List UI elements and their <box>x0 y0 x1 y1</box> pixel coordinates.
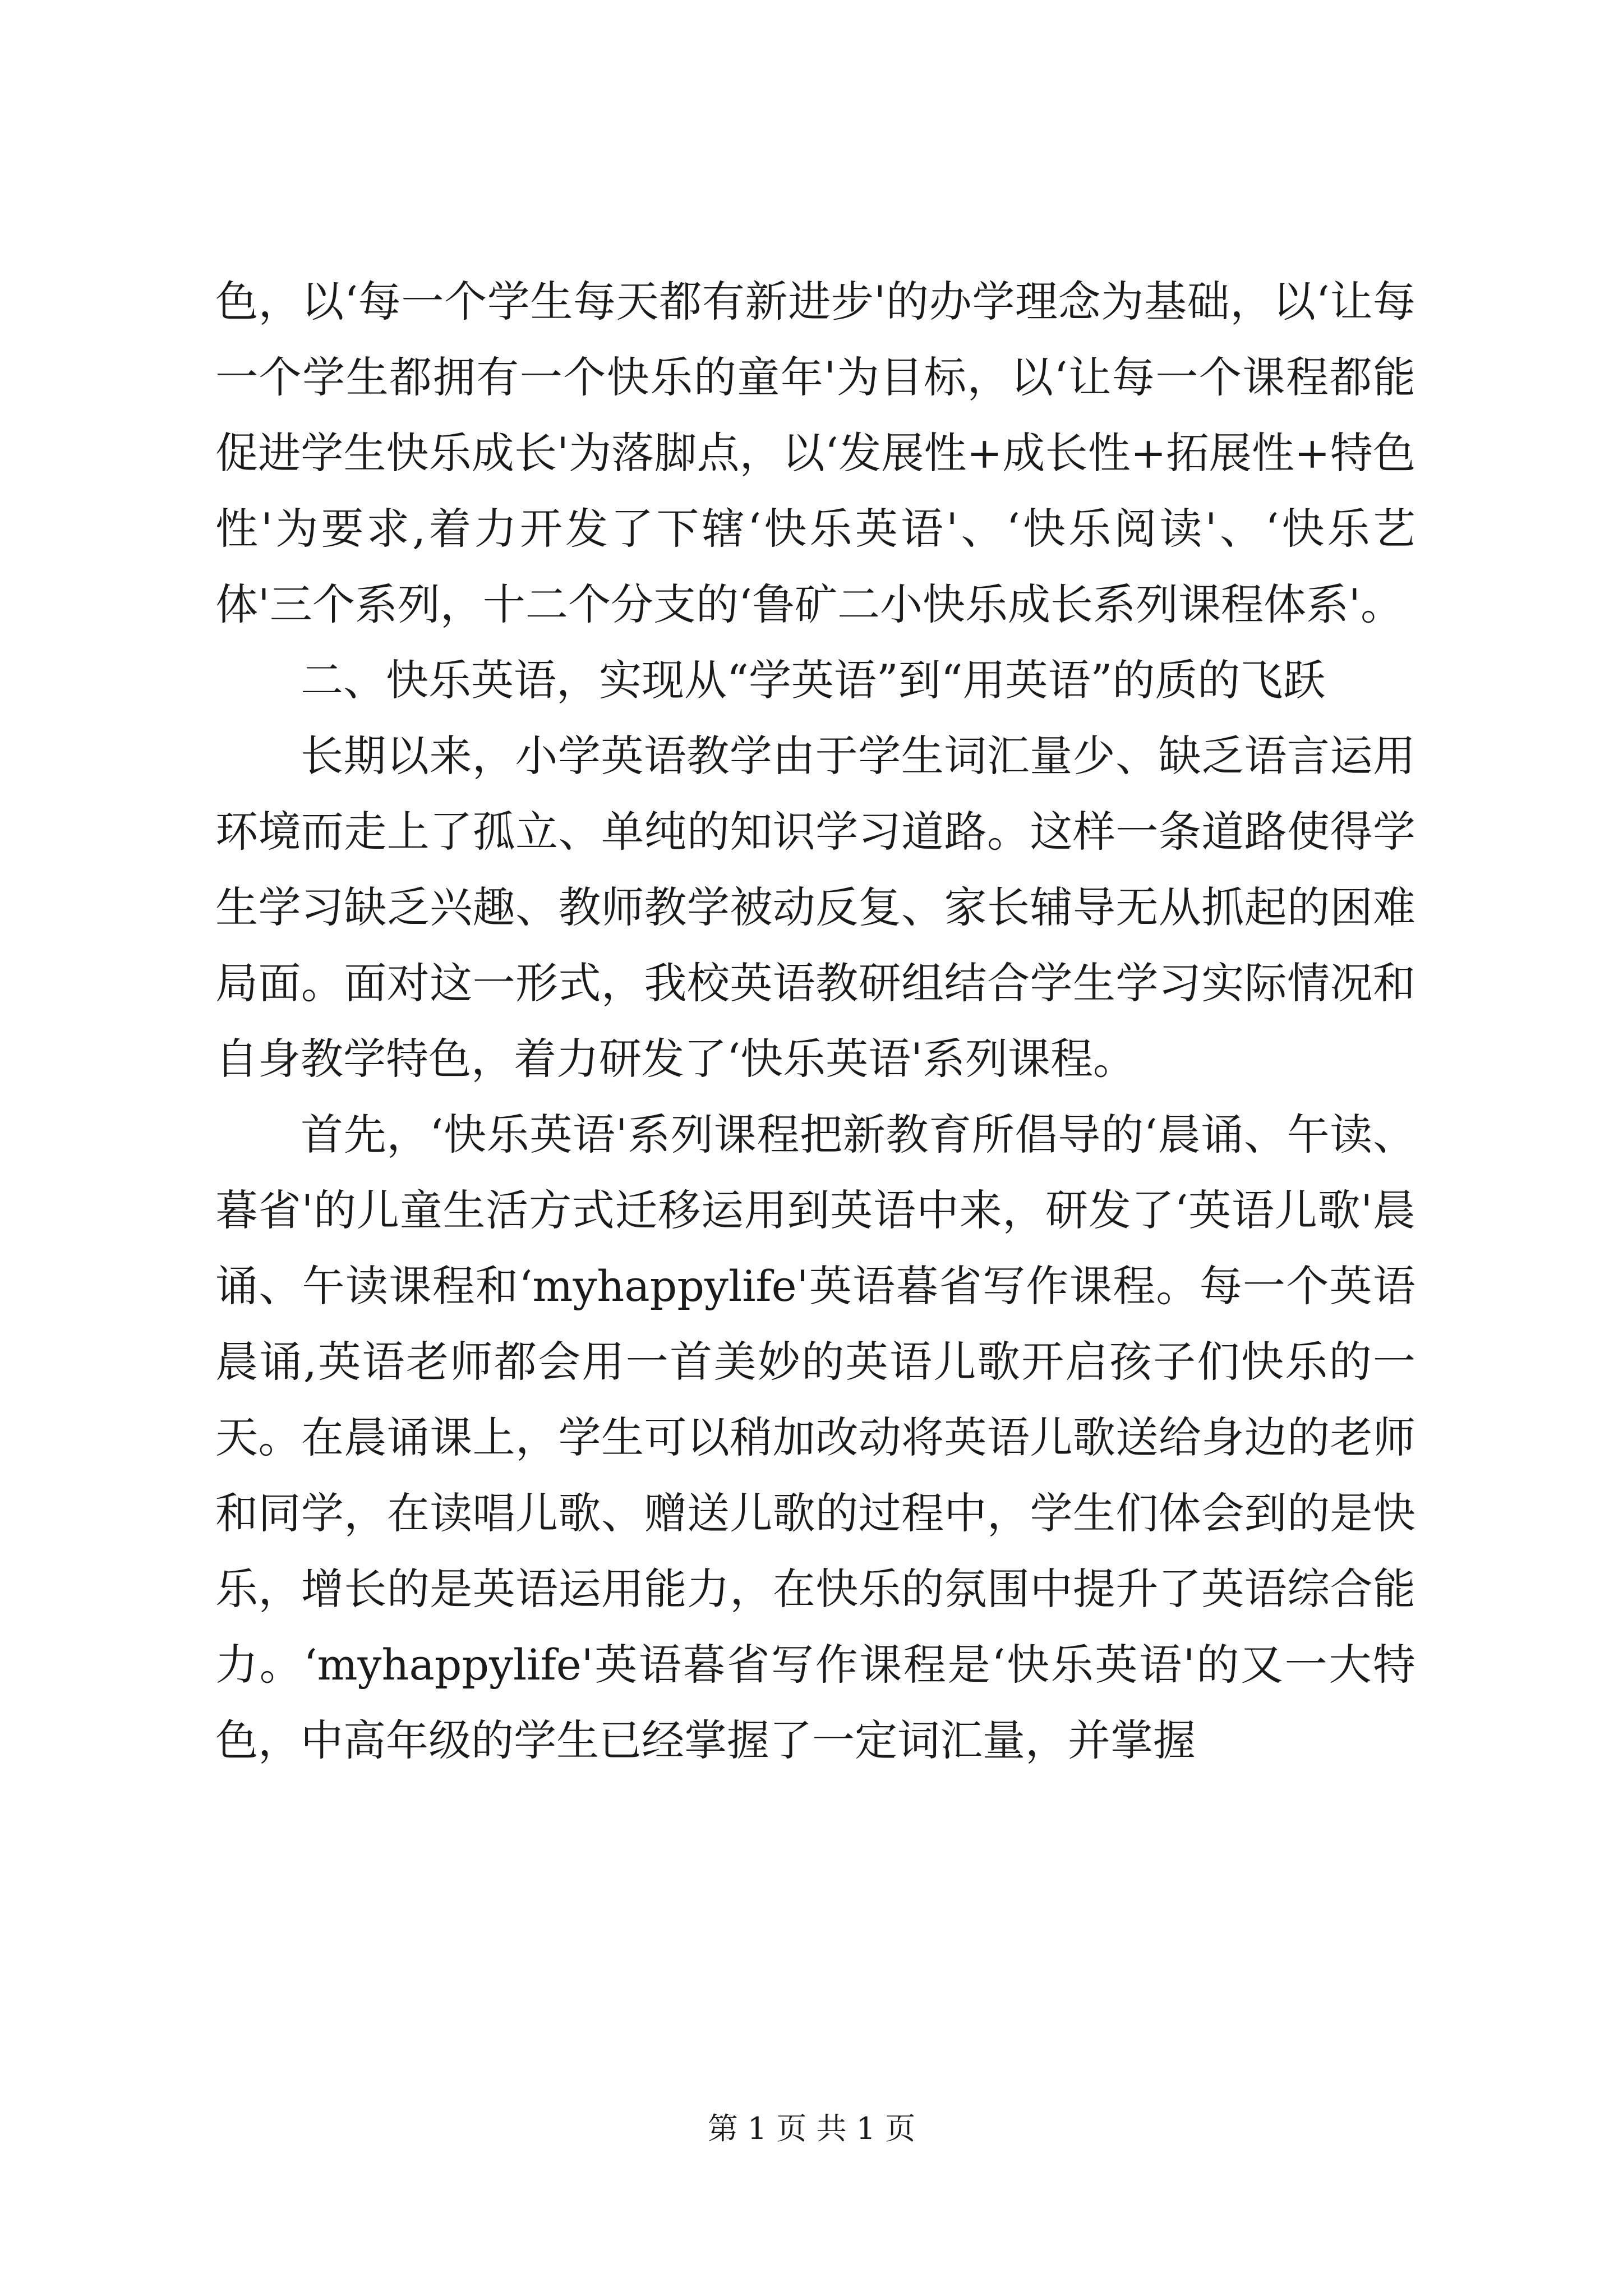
page-footer: 第 1 页 共 1 页 <box>707 2111 916 2146</box>
section-heading-2: 二、快乐英语，实现从“学英语”到“用英语”的质的飞跃 <box>301 655 1326 705</box>
paragraph-1: 色，以‘每一个学生每天都有新进步'的办学理念为基础，以‘让每一个学生都拥有一个快乐的童年'为目标，以‘让每一个课程都能促进学生快乐成长'为落脚点，以‘发展性+成长性+拓展性+特色性'为要求,着力开发了下辖‘快乐英语'、‘快乐阅读'、‘快乐艺体'三个系列，十二个分支的‘鲁矿二小快乐成长系列课程体系'。 <box>215 277 1415 629</box>
document-body <box>215 264 1415 1778</box>
paragraph-4: 首先，‘快乐英语'系列课程把新教育所倡导的‘晨诵、午读、暮省'的儿童生活方式迁移运用到英语中来，研发了‘英语儿歌'晨诵、午读课程和‘myhappylife'英语暮省写作课程。每一个英语晨诵,英语老师都会用一首美妙的英语儿歌开启孩子们快乐的一天。在晨诵课上，学生可以稍加改动将英语儿歌送给身边的老师和同学，在读唱儿歌、赠送儿歌的过程中，学生们体会到的是快乐，增长的是英语运用能力，在快乐的氛围中提升了英语综合能力。‘myhappylife'英语暮省写作课程是‘快乐英语'的又一大特色，中高年级的学生已经掌握了一定词汇量，并掌握 <box>215 1110 1415 1765</box>
paragraph-3: 长期以来，小学英语教学由于学生词汇量少、缺乏语言运用环境而走上了孤立、单纯的知识学习道路。这样一条道路使得学生学习缺乏兴趣、教师教学被动反复、家长辅导无从抓起的困难局面。面对这一形式，我校英语教研组结合学生学习实际情况和自身教学特色，着力研发了‘快乐英语'系列课程。 <box>215 731 1415 1084</box>
